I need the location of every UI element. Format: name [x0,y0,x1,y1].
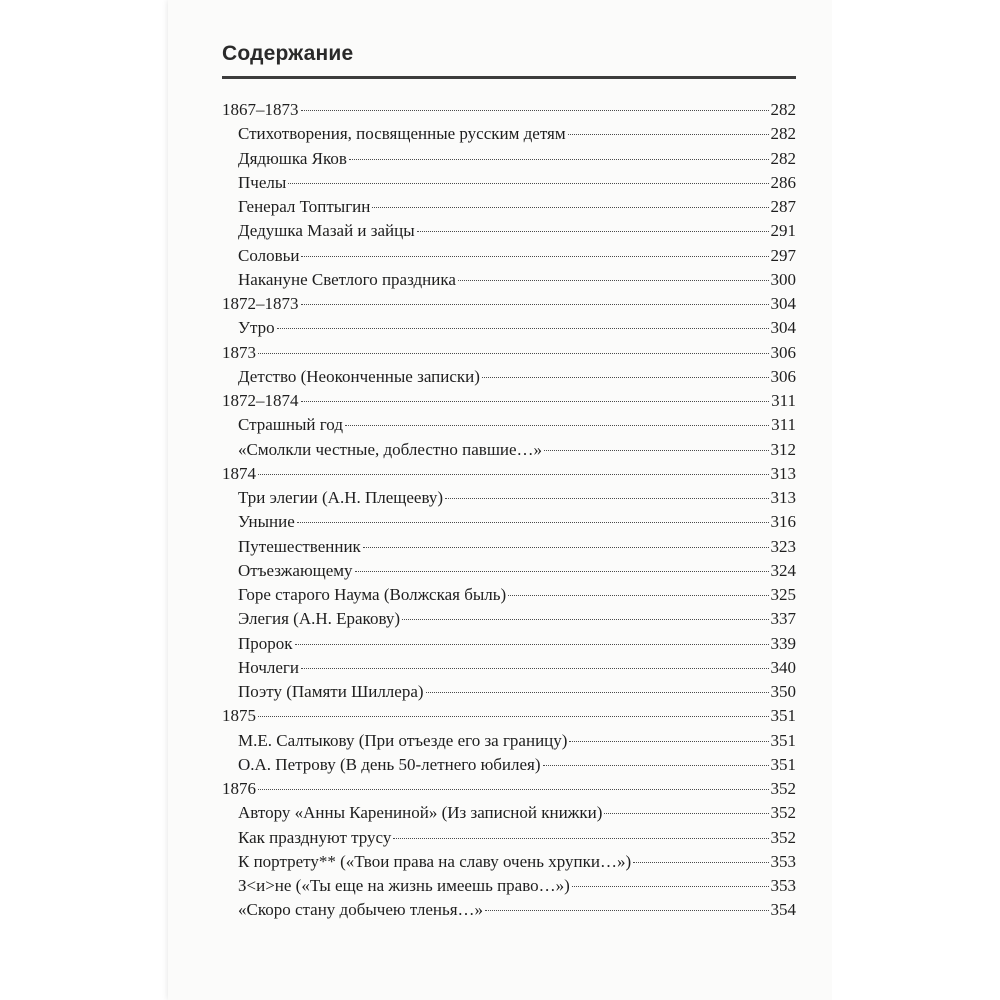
page-number: 352 [770,779,796,798]
page-number: 311 [771,391,796,410]
toc-entry [222,365,796,389]
page-number: 351 [770,754,796,774]
dot-leader [393,838,768,839]
page-number: 312 [770,439,796,459]
dot-leader [604,813,768,814]
page-number: 351 [770,730,796,750]
entry-title: 1872–1874 [222,391,299,410]
dot-leader [458,280,769,281]
dot-leader [301,668,769,669]
dot-leader [572,886,769,887]
toc-entry [222,607,796,631]
page-number: 325 [770,585,796,604]
entry-title: Ночлеги [238,657,299,677]
toc-entry [222,122,796,146]
toc-entry [222,147,796,171]
entry-title: Поэту (Памяти Шиллера) [238,682,424,701]
entry-title: 1867–1873 [222,100,299,119]
toc-entry [222,535,796,559]
toc-entry [222,244,796,268]
page-title: Содержание [222,42,354,65]
dot-leader [568,134,769,135]
entry-title: 1875 [222,706,256,726]
page-number: 291 [770,221,796,241]
dot-leader [349,159,769,160]
dot-leader [569,741,768,742]
toc-entry [222,753,796,777]
dot-leader [258,716,769,717]
dot-leader [543,765,769,766]
page-margin [832,0,1000,1000]
entry-title: 1876 [222,779,256,798]
toc-section-heading [222,462,796,486]
entry-title: Дедушка Мазай и зайцы [238,221,415,241]
page-number: 286 [770,172,796,192]
dot-leader [258,474,769,475]
page-number: 353 [770,876,796,895]
page-number: 337 [770,609,796,629]
entry-title: Соловьи [238,245,300,265]
entry-title: З<и>не («Ты еще на жизнь имеешь право…») [238,876,570,895]
dot-leader [482,377,769,378]
entry-title: Пророк [238,633,293,653]
dot-leader [445,498,768,499]
dot-leader [485,910,768,911]
toc-entry [222,219,796,243]
toc-entry [222,316,796,340]
toc-section-heading [222,341,796,365]
dot-leader [402,619,768,620]
toc-entry [222,486,796,510]
toc-entry [222,413,796,437]
dot-leader [258,353,769,354]
toc-section-heading [222,389,796,413]
entry-title: Элегия (А.Н. Еракову) [238,609,401,629]
toc-entry [222,195,796,219]
page-number: 304 [770,318,796,338]
page-number: 304 [770,294,796,313]
dot-leader [363,547,769,548]
entry-title: Генерал Топтыгин [238,197,371,216]
page-number: 282 [770,124,796,144]
entry-title: Как празднуют трусу [238,827,392,847]
dot-leader [355,571,769,572]
entry-title: Автору «Анны Карениной» (Из записной книжки) [238,803,603,823]
entry-title: О.А. Петрову (В день 50-летнего юбилея) [238,754,541,774]
page-number: 323 [770,536,796,556]
entry-title: Горе старого Наума (Волжская быль) [238,585,507,604]
toc-entry [222,874,796,898]
entry-title: Накануне Светлого праздника [238,269,456,289]
page-number: 306 [770,366,796,386]
page-header [222,40,796,79]
entry-title: 1874 [222,463,256,483]
dot-leader [288,183,768,184]
entry-title: М.Е. Салтыкову (При отъезде его за границу) [238,730,568,750]
page-number: 350 [770,682,796,701]
dot-leader [372,207,768,208]
entry-title: Пчелы [238,172,287,192]
table-of-contents [222,98,796,923]
page-number: 311 [771,415,796,435]
entry-title: «Скоро стану добычею тленья…» [238,900,484,920]
entry-title: Три элегии (А.Н. Плещееву) [238,488,444,507]
header-rule [222,76,796,79]
toc-entry [222,729,796,753]
toc-section-heading [222,98,796,122]
toc-section-heading [222,704,796,728]
toc-entry [222,268,796,292]
page-number: 340 [770,657,796,677]
toc-entry [222,510,796,534]
entry-title: Страшный год [238,415,343,435]
entry-title: Уныние [238,512,295,532]
entry-title: 1872–1873 [222,294,299,313]
entry-title: К портрету** («Твои права на славу очень хрупки…») [238,851,632,871]
entry-title: Отъезжающему [238,560,353,580]
toc-entry [222,171,796,195]
toc-entry [222,632,796,656]
dot-leader [544,450,768,451]
dot-leader [508,595,768,596]
page-number: 352 [770,827,796,847]
toc-entry [222,583,796,607]
page-number: 352 [770,803,796,823]
toc-entry [222,898,796,922]
toc-entry [222,801,796,825]
toc-entry [222,438,796,462]
dot-leader [426,692,769,693]
dot-leader [301,401,770,402]
dot-leader [301,256,768,257]
toc-section-heading [222,777,796,801]
dot-leader [417,231,769,232]
entry-title: Утро [238,318,275,338]
page-number: 313 [770,488,796,507]
page-number: 282 [770,148,796,168]
page-number: 316 [770,512,796,532]
toc-entry [222,826,796,850]
page-number: 339 [770,633,796,653]
page-number: 282 [770,100,796,119]
page-number: 300 [770,269,796,289]
entry-title: «Смолкли честные, доблестно павшие…» [238,439,543,459]
page-number: 324 [770,560,796,580]
dot-leader [301,110,769,111]
toc-entry [222,656,796,680]
dot-leader [633,862,768,863]
dot-leader [301,304,769,305]
entry-title: Стихотворения, посвященные русским детям [238,124,566,144]
entry-title: Детство (Неоконченные записки) [238,366,480,386]
entry-title: Дядюшка Яков [238,148,347,168]
page-number: 297 [770,245,796,265]
page-number: 354 [770,900,796,920]
dot-leader [297,522,769,523]
dot-leader [345,425,769,426]
toc-entry [222,559,796,583]
toc-entry [222,850,796,874]
page-number: 351 [770,706,796,726]
dot-leader [295,644,769,645]
entry-title: 1873 [222,342,256,362]
page-number: 353 [770,851,796,871]
entry-title: Путешественник [238,536,361,556]
page-number: 287 [770,197,796,216]
dot-leader [258,789,769,790]
dot-leader [277,328,769,329]
toc-entry [222,680,796,704]
toc-section-heading [222,292,796,316]
page-number: 313 [770,463,796,483]
page-number: 306 [770,342,796,362]
